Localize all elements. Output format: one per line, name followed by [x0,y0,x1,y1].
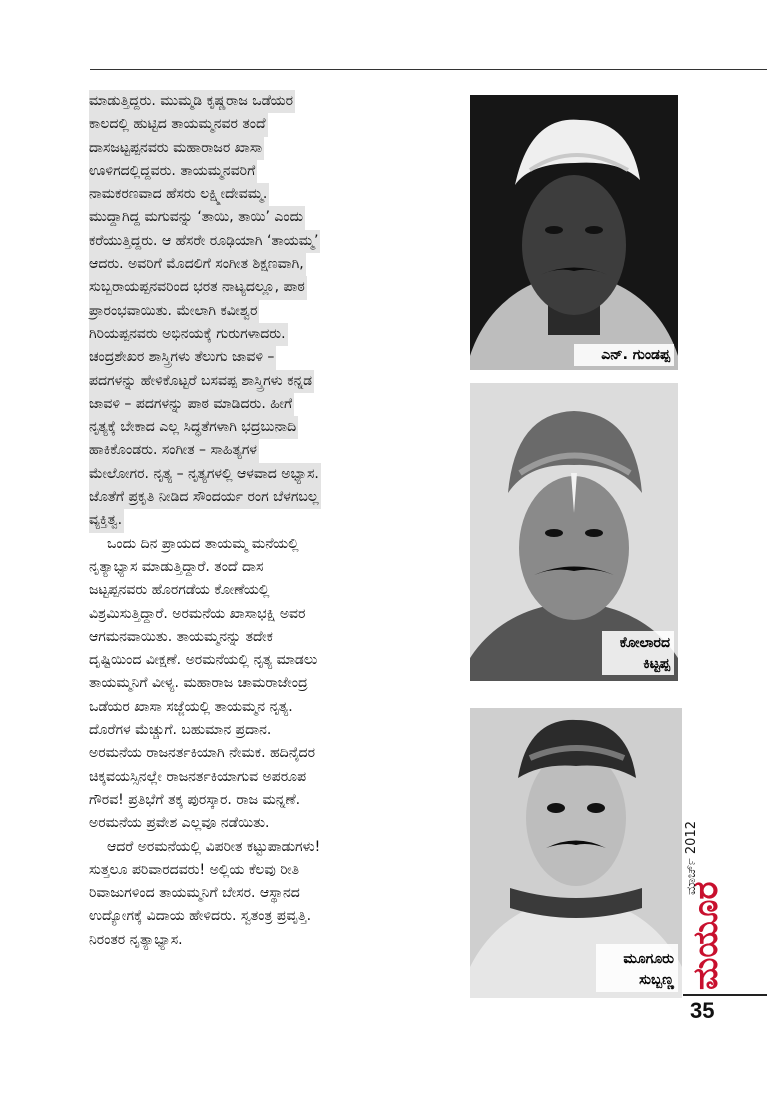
page-number: 35 [690,998,715,1023]
photo-mooguru-subbanna [470,708,682,998]
article-line: ಪದಗಳನ್ನು ಹೇಳಿಕೊಟ್ಟರೆ ಬಸವಪ್ಪ ಶಾಸ್ತ್ರಿಗಳು ಕನ್ನಡ [89,370,314,393]
article-line: ಮಾಡುತ್ತಿದ್ದರು. ಮುಮ್ಮಡಿ ಕೃಷ್ಣರಾಜ ಒಡೆಯರ [89,90,295,113]
photo-kolarada-kittappa [470,383,678,681]
article-line: ದೊರೆಗಳ ಮೆಚ್ಚುಗೆ. ಬಹುಮಾನ ಪ್ರದಾನ. [89,722,272,739]
magazine-logo: ಮಯೂರ [686,881,726,990]
article-line: ಚಂದ್ರಶೇಖರ ಶಾಸ್ತ್ರಿಗಳು ತೆಲುಗು ಜಾವಳಿ – [89,346,276,369]
article-body [89,90,444,952]
article-line: ಪ್ರಾರಂಭವಾಯಿತು. ಮೇಲಾಗಿ ಕವೀಶ್ವರ [89,300,259,323]
article-line: ನಿರಂತರ ನೃತ್ಯಾಭ್ಯಾಸ. [89,931,183,948]
photo-n-gundappa [470,95,678,370]
article-line: ಊಳಿಗದಲ್ಲಿದ್ದವರು. ತಾಯಮ್ಮನವರಿಗೆ [89,160,257,183]
article-line: ಆದರು. ಅವರಿಗೆ ಮೊದಲಿಗೆ ಸಂಗೀತ ಶಿಕ್ಷಣವಾಗಿ, [89,253,306,276]
article-line: ರಿವಾಜುಗಳಿಂದ ತಾಯಮ್ಮನಿಗೆ ಬೇಸರ. ಆಸ್ಥಾನದ [89,885,300,902]
article-line: ಮುದ್ದಾಗಿದ್ದ ಮಗುವನ್ನು ‘ತಾಯಿ, ತಾಯಿ’ ಎಂದು [89,206,305,229]
photo-caption-line2: ಸುಬ್ಬಣ್ಣ [639,972,674,988]
article-line: ಜಾವಳಿ – ಪದಗಳನ್ನು ಪಾಠ ಮಾಡಿದರು. ಹೀಗೆ [89,393,294,416]
photo-caption-line1: ಕೋಲಾರದ [619,635,670,651]
photo-caption: ಎನ್. ಗುಂಡಪ್ಪ [601,347,670,363]
photo-caption-line2: ಕಿಟ್ಟಪ್ಪ [643,656,670,672]
article-line: ಅರಮನೆಯ ರಾಜನರ್ತಕಿಯಾಗಿ ನೇಮಕ. ಹದಿನೈದರ [89,745,315,762]
article-line: ಜೊತೆಗೆ ಪ್ರಕೃತಿ ನೀಡಿದ ಸೌಂದರ್ಯ ರಂಗ ಬೆಳಗಬಲ್ಲ [89,486,321,509]
article-line: ವ್ಯಕ್ತಿತ್ವ. [89,509,124,532]
article-line: ಜಟ್ಟಪ್ಪನವರು ಹೊರಗಡೆಯ ಕೋಣೆಯಲ್ಲಿ [89,582,270,599]
magazine-branding [683,790,729,990]
article-line: ದಾಸಜಟ್ಟಪ್ಪನವರು ಮಹಾರಾಜರ ಖಾಸಾ [89,137,264,160]
article-line: ವಿಶ್ರಮಿಸುತ್ತಿದ್ದಾರೆ. ಅರಮನೆಯ ಖಾಸಾಭಕ್ಷಿ ಅವರ [89,605,306,622]
article-line: ಸುಬ್ಬರಾಯಪ್ಪನವರಿಂದ ಭರತ ನಾಟ್ಯದಲ್ಲೂ, ಪಾಠ [89,276,307,299]
issue-date: ಮಾರ್ಚ್ 2012 [684,821,699,895]
article-line: ಹಾಕಿಕೊಂಡರು. ಸಂಗೀತ – ಸಾಹಿತ್ಯಗಳ [89,439,259,462]
article-line: ತಾಯಮ್ಮನಿಗೆ ವೀಳ್ಯ. ಮಹಾರಾಜ ಚಾಮರಾಜೇಂದ್ರ [89,675,308,692]
article-line: ಒಂದು ದಿನ ಪ್ರಾಯದ ತಾಯಮ್ಮ ಮನೆಯಲ್ಲಿ [107,535,299,552]
article-line: ಗೌರವ! ಪ್ರತಿಭೆಗೆ ತಕ್ಕ ಪುರಸ್ಕಾರ. ರಾಜ ಮನ್ನಣೆ. [89,791,301,808]
article-line: ಗಿರಿಯಪ್ಪನವರು ಅಭಿನಯಕ್ಕೆ ಗುರುಗಳಾದರು. [89,323,288,346]
article-line: ಒಡೆಯರ ಖಾಸಾ ಸಜ್ಜೆಯಲ್ಲಿ ತಾಯಮ್ಮನ ನೃತ್ಯ. [89,698,293,715]
article-line: ನೃತ್ಯಾಭ್ಯಾಸ ಮಾಡುತ್ತಿದ್ದಾರೆ. ತಂದೆ ದಾಸ [89,558,264,575]
article-line: ದೃಷ್ಟಿಯಿಂದ ವೀಕ್ಷಣೆ. ಅರಮನೆಯಲ್ಲಿ ನೃತ್ಯ ಮಾಡಲು [89,652,318,669]
footer-rule [683,994,767,996]
article-line: ಆಗಮನವಾಯಿತು. ತಾಯಮ್ಮನನ್ನು ತದೇಕ [89,628,273,645]
article-line: ಆದರೆ ಅರಮನೆಯಲ್ಲಿ ವಿಪರೀತ ಕಟ್ಟುಪಾಡುಗಳು! [107,838,321,855]
article-line: ಸುತ್ತಲೂ ಪರಿವಾರದವರು! ಅಲ್ಲಿಯ ಕೆಲವು ರೀತಿ [89,861,300,878]
portrait-illustration [470,95,678,370]
article-line: ನಾಮಕರಣವಾದ ಹೆಸರು ಲಕ್ಷ್ಮೀದೇವಮ್ಮ. [89,183,269,206]
article-line: ಕಾಲದಲ್ಲಿ ಹುಟ್ಟಿದ ತಾಯಮ್ಮನವರ ತಂದೆ [89,113,268,136]
article-line: ಕರೆಯುತ್ತಿದ್ದರು. ಆ ಹೆಸರೇ ರೂಢಿಯಾಗಿ ‘ತಾಯಮ್ಮ’ [89,230,320,253]
article-line: ಉದ್ಯೋಗಕ್ಕೆ ವಿದಾಯ ಹೇಳಿದರು. ಸ್ವತಂತ್ರ ಪ್ರವೃತ್ತಿ. [89,908,312,925]
photo-caption-line1: ಮೂಗೂರು [623,951,674,967]
article-line: ನೃತ್ಯಕ್ಕೆ ಬೇಕಾದ ಎಲ್ಲ ಸಿದ್ಧತೆಗಳಾಗಿ ಭದ್ರಬುನಾದಿ [89,416,298,439]
article-line: ಚಿಕ್ಕವಯಸ್ಸಿನಲ್ಲೇ ರಾಜನರ್ತಕಿಯಾಗುವ ಅಪರೂಪ [89,768,307,785]
header-rule [90,69,767,70]
article-line: ಅರಮನೆಯ ಪ್ರವೇಶ ಎಲ್ಲವೂ ನಡೆಯಿತು. [89,815,270,832]
article-line: ಮೇಲೋಗರ. ನೃತ್ಯ – ನೃತ್ಯಗಳಲ್ಲಿ ಆಳವಾದ ಅಭ್ಯಾಸ. [89,463,321,486]
